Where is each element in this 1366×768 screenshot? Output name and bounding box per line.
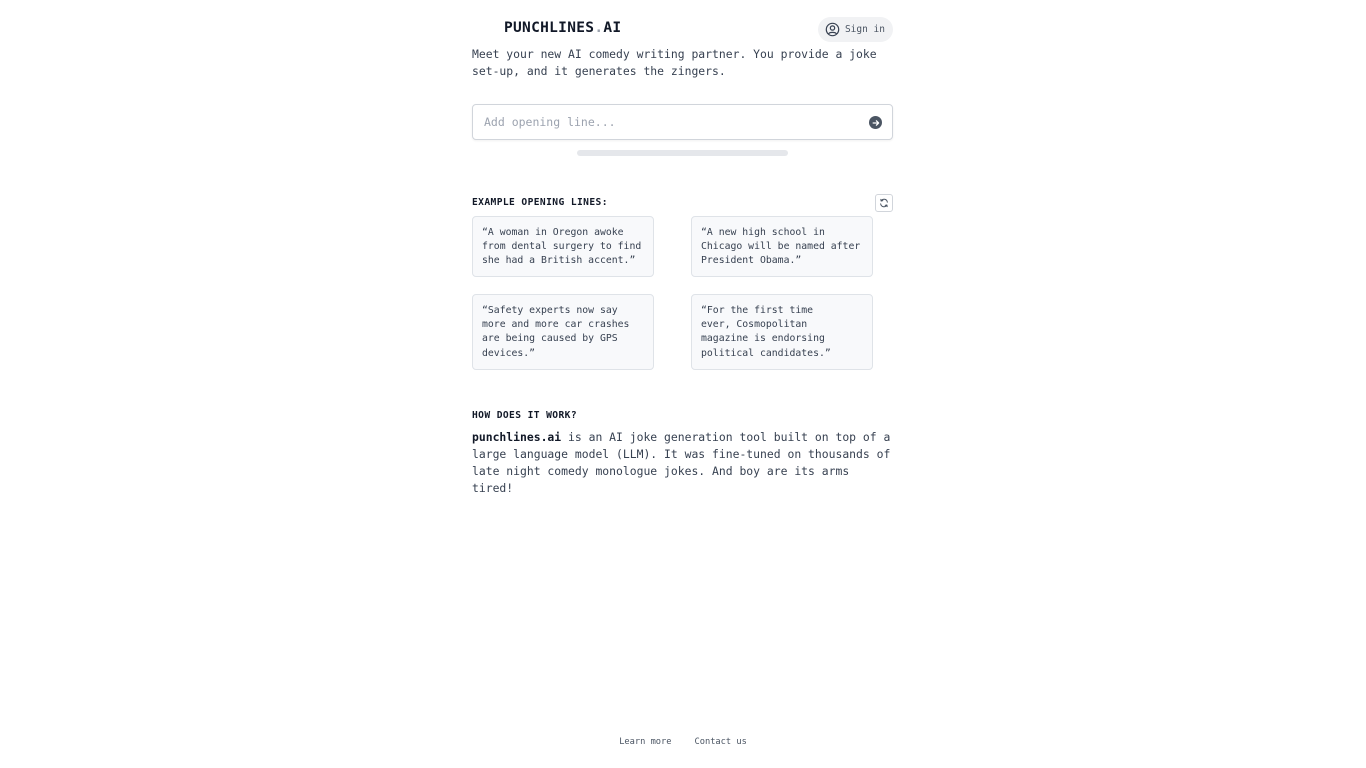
how-it-works-text — [472, 429, 893, 497]
sign-in-label: Sign in — [844, 24, 885, 35]
logo[interactable] — [504, 20, 621, 36]
example-card[interactable]: “Safety experts now say more and more car crashes are being caused by GPS devices.” — [472, 294, 654, 370]
arrow-right-icon — [872, 119, 880, 127]
tagline: Meet your new AI comedy writing partner. You provide a joke set-up, and it generates the zingers. — [472, 47, 877, 78]
logo-text: PUNCHLINES — [504, 20, 595, 36]
opening-line-input[interactable] — [484, 105, 854, 139]
logo-suffix: AI — [603, 20, 622, 36]
refresh-examples-button[interactable] — [875, 194, 893, 212]
how-it-works-body: is an AI joke generation tool built on top of a large language model (LLM). It was fine-tuned on thousands of late night comedy monologue jokes. And boy are its arms tired! — [472, 430, 891, 495]
logo-dot: . — [594, 20, 604, 36]
example-card[interactable]: “A woman in Oregon awoke from dental surgery to find she had a British accent.” — [472, 216, 654, 277]
footer — [0, 737, 1366, 747]
opening-line-input-box — [472, 104, 893, 140]
examples-title: EXAMPLE OPENING LINES: — [472, 197, 608, 208]
example-card[interactable]: “For the first time ever, Cosmopolitan magazine is endorsing political candidates.” — [691, 294, 873, 370]
example-card[interactable]: “A new high school in Chicago will be named after President Obama.” — [691, 216, 873, 277]
sign-in-button[interactable] — [818, 17, 893, 42]
loading-bar — [577, 150, 788, 156]
header — [472, 0, 893, 46]
user-circle-icon — [825, 22, 840, 37]
contact-us-link[interactable]: Contact us — [694, 737, 747, 747]
learn-more-link[interactable]: Learn more — [619, 737, 672, 747]
main-column — [472, 0, 893, 495]
refresh-icon — [879, 198, 889, 208]
submit-button[interactable] — [869, 116, 882, 129]
brand-name: punchlines.ai — [472, 430, 562, 444]
how-it-works-title: HOW DOES IT WORK? — [472, 410, 577, 421]
